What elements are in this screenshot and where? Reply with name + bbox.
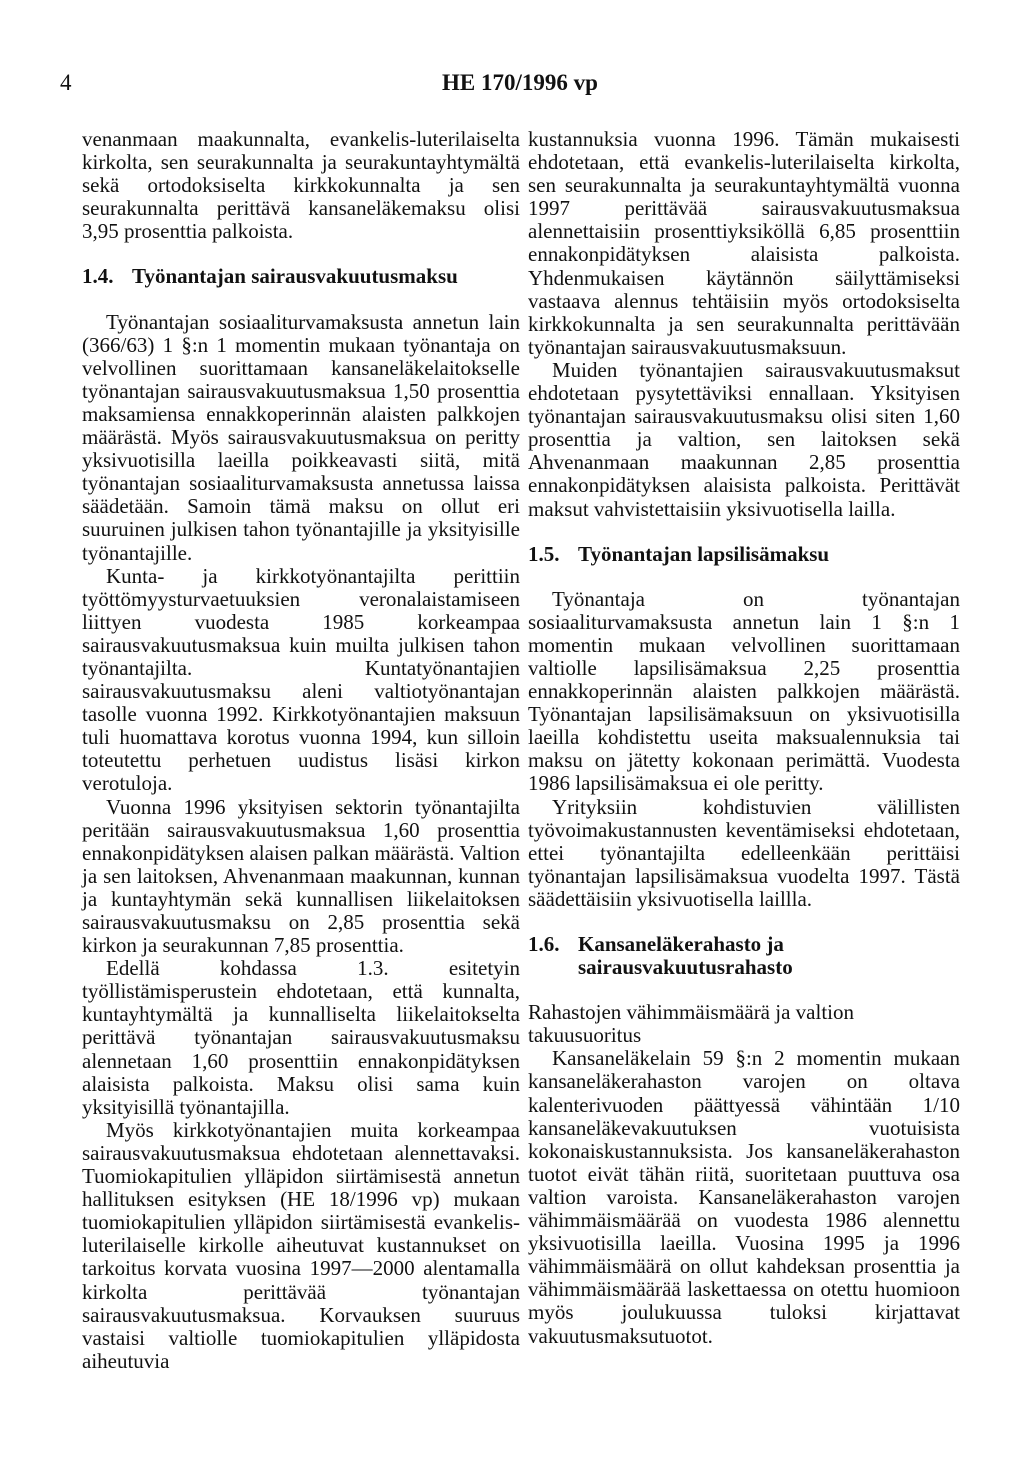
- page-header: [60, 70, 980, 106]
- section-heading-1-4: [82, 265, 520, 288]
- paragraph: Vuonna 1996 yksityisen sektorin työnantajilta peritään sairausvakuutusmaksua 1,60 prosenttia ennakonpidätyksen alaisen palkan määrästä. Valtion ja sen laitoksen, Ahvenanmaan maakunnan, kunnan ja kuntayhtymän sekä kunnallisen liikelaitoksen sairausvakuutusmaksu on 2,85 prosenttia sekä kirkon ja seurakunnan 7,85 prosenttia.: [82, 794, 520, 958]
- section-title: Työnantajan lapsilisämaksu: [578, 541, 830, 566]
- paragraph: Yrityksiin kohdistuvien välillisten työvoimakustannusten keventämiseksi ehdotetaan, ettei työnantajilta edelleenkään perittäisi työnantajan lapsilisämaksua vuodelta 1997. Tästä säädettäisiin yksivuotisella laillla.: [528, 794, 960, 911]
- intro-paragraph: venanmaan maakunnalta, evankelis-luterilaiselta kirkolta, sen seurakunnalta ja seurakuntayhtymältä sekä ortodoksiselta kirkkokunnalta ja sen seurakunnalta perittävä kansaneläkemaksu olisi 3,95 prosenttia palkoista.: [82, 127, 520, 244]
- paragraph: Kansaneläkelain 59 §:n 2 momentin mukaan kansaneläkerahaston varojen on oltava kalenterivuoden päättyessä vähintään 1/10 kansaneläkevakuutuksen vuotuisista kokonaiskustannuksista. Jos kansaneläkerahaston tuotot eivät tähän riitä, suoritetaan puuttuva osa valtion varoista. Kansaneläkerahaston varojen vähimmäismäärää on vuodesta 1986 alennettu yksivuotisilla laeilla. Vuosina 1995 ja 1996 vähimmäismäärä on ollut kahdeksan prosenttia ja vähimmäismäärää laskettaessa on otettu huomioon myös joulukuussa tuloksi kirjattavat vakuutusmaksutuotot.: [528, 1046, 960, 1348]
- paragraph: Edellä kohdassa 1.3. esitetyin työllistämisperustein ehdotetaan, että kunnalta, kuntayhtymältä ja kunnalliselta liikelaitokselta perittävä työnantajan sairausvakuutusmaksu alennetaan 1,60 prosenttiin ennakonpidätyksen alaisista palkoista. Maksu olisi sama kuin yksityisillä työnantajilla.: [82, 956, 520, 1119]
- paragraph: Myös kirkkotyönantajien muita korkeampaa sairausvakuutusmaksua ehdotetaan alennettavaksi. Tuomiokapitulien ylläpidon siirtämisestä annetun hallituksen esityksen (HE 18/1996 vp) mukaan tuomiokapitulien ylläpidon siirtämisestä evankelis-luterilaiselle kirkolle aiheutuvat kustannukset on tarkoitus korvata vuosina 1997—2000 alentamalla kirkolta perittävää työnantajan sairausvakuutusmaksua. Korvauksen suuruus vastaisi valtiolle tuomiokapitulien ylläpidosta aiheutuvia: [82, 1117, 520, 1373]
- paragraph: Työnantaja on työnantajan sosiaaliturvamaksusta annetun lain 1 §:n 1 momentin mukaan velvollinen suorittamaan valtiolle lapsilisämaksua 2,25 prosenttia ennakkoperinnän alaisten palkkojen määrästä. Työnantajan lapsilisämaksuun on yksivuotisilla laeilla kohdistettu useita maksualennuksia tai maksu on jätetty kokonaan perimättä. Vuodesta 1986 lapsilisämaksua ei ole peritty.: [528, 586, 960, 796]
- section-title: Kansaneläkerahasto ja sairausvakuutusrahasto: [578, 932, 793, 980]
- section-number: 1.4.: [82, 264, 114, 289]
- section-heading-1-5: [528, 543, 960, 566]
- subheading: Rahastojen vähimmäismäärä ja valtion takuusuoritus: [528, 1000, 854, 1048]
- section-heading-1-6: [528, 933, 960, 979]
- paragraph: Työnantajan sosiaaliturvamaksusta annetun lain (366/63) 1 §:n 1 momentin mukaan työnantaja on velvollinen suorittamaan kansaneläkelaitokselle työnantajan sairausvakuutusmaksua 1,50 prosenttia maksamiensa ennakkoperinnän alaisten palkkojen määrästä. Myös sairausvakuutusmaksua on peritty yksivuotisilla laeilla poikkeavasti siitä, mitä työnantajan sosiaaliturvamaksusta annetussa laissa säädetään. Samoin tämä maksu on ollut eri suuruinen julkisen tahon työnantajille ja yksityisille työnantajille.: [82, 309, 520, 565]
- section-number: 1.5.: [528, 541, 560, 566]
- left-column: [82, 128, 520, 1373]
- section-number: 1.6.: [528, 932, 560, 956]
- paragraph: Muiden työnantajien sairausvakuutusmaksut ehdotetaan pysytettäviksi ennallaan. Yksityisen työnantajan sairausvakuutusmaksu olisi siten 1,60 prosenttia ja valtion, sen laitoksen sekä Ahvenanmaan maakunnan 2,85 prosenttia ennakonpidätyksen alaisista palkoista. Perittävät maksut vahvistettaisiin yksivuotisella lailla.: [528, 357, 960, 521]
- page-number: 4: [60, 70, 72, 95]
- continued-paragraph: kustannuksia vuonna 1996. Tämän mukaisesti ehdotetaan, että evankelis-luterilaiselta kirkolta, sen seurakunnalta ja seurakuntayhtymältä vuonna 1997 perittävää sairausvakuutusmaksua alennettaisiin prosenttiyksiköllä 6,85 prosenttiin ennakonpidätyksen alaisista palkoista. Yhdenmukaisen käytännön säilyttämiseksi vastaava alennus tehtäisiin myös ortodoksiselta kirkkokunnalta ja sen seurakunnalta perittävään työnantajan sairausvakuutusmaksuun.: [528, 127, 960, 359]
- paragraph: Kunta- ja kirkkotyönantajilta perittiin työttömyysturvaetuuksien veronalaistamiseen liittyen vuodesta 1985 korkeampaa sairausvakuutusmaksua kuin muilta julkisen tahon työnantajilta. Kuntatyönantajien sairausvakuutusmaksu aleni valtiotyönantajan tasolle vuonna 1992. Kirkkotyönantajien maksuun tuli huomattava korotus vuonna 1994, kun silloin toteutettu perhetuen uudistus lisäsi kirkon verotuloja.: [82, 563, 520, 796]
- section-title: Työnantajan sairausvakuutusmaksu: [132, 264, 458, 289]
- right-column: [528, 128, 960, 1348]
- running-title: HE 170/1996 vp: [442, 70, 598, 95]
